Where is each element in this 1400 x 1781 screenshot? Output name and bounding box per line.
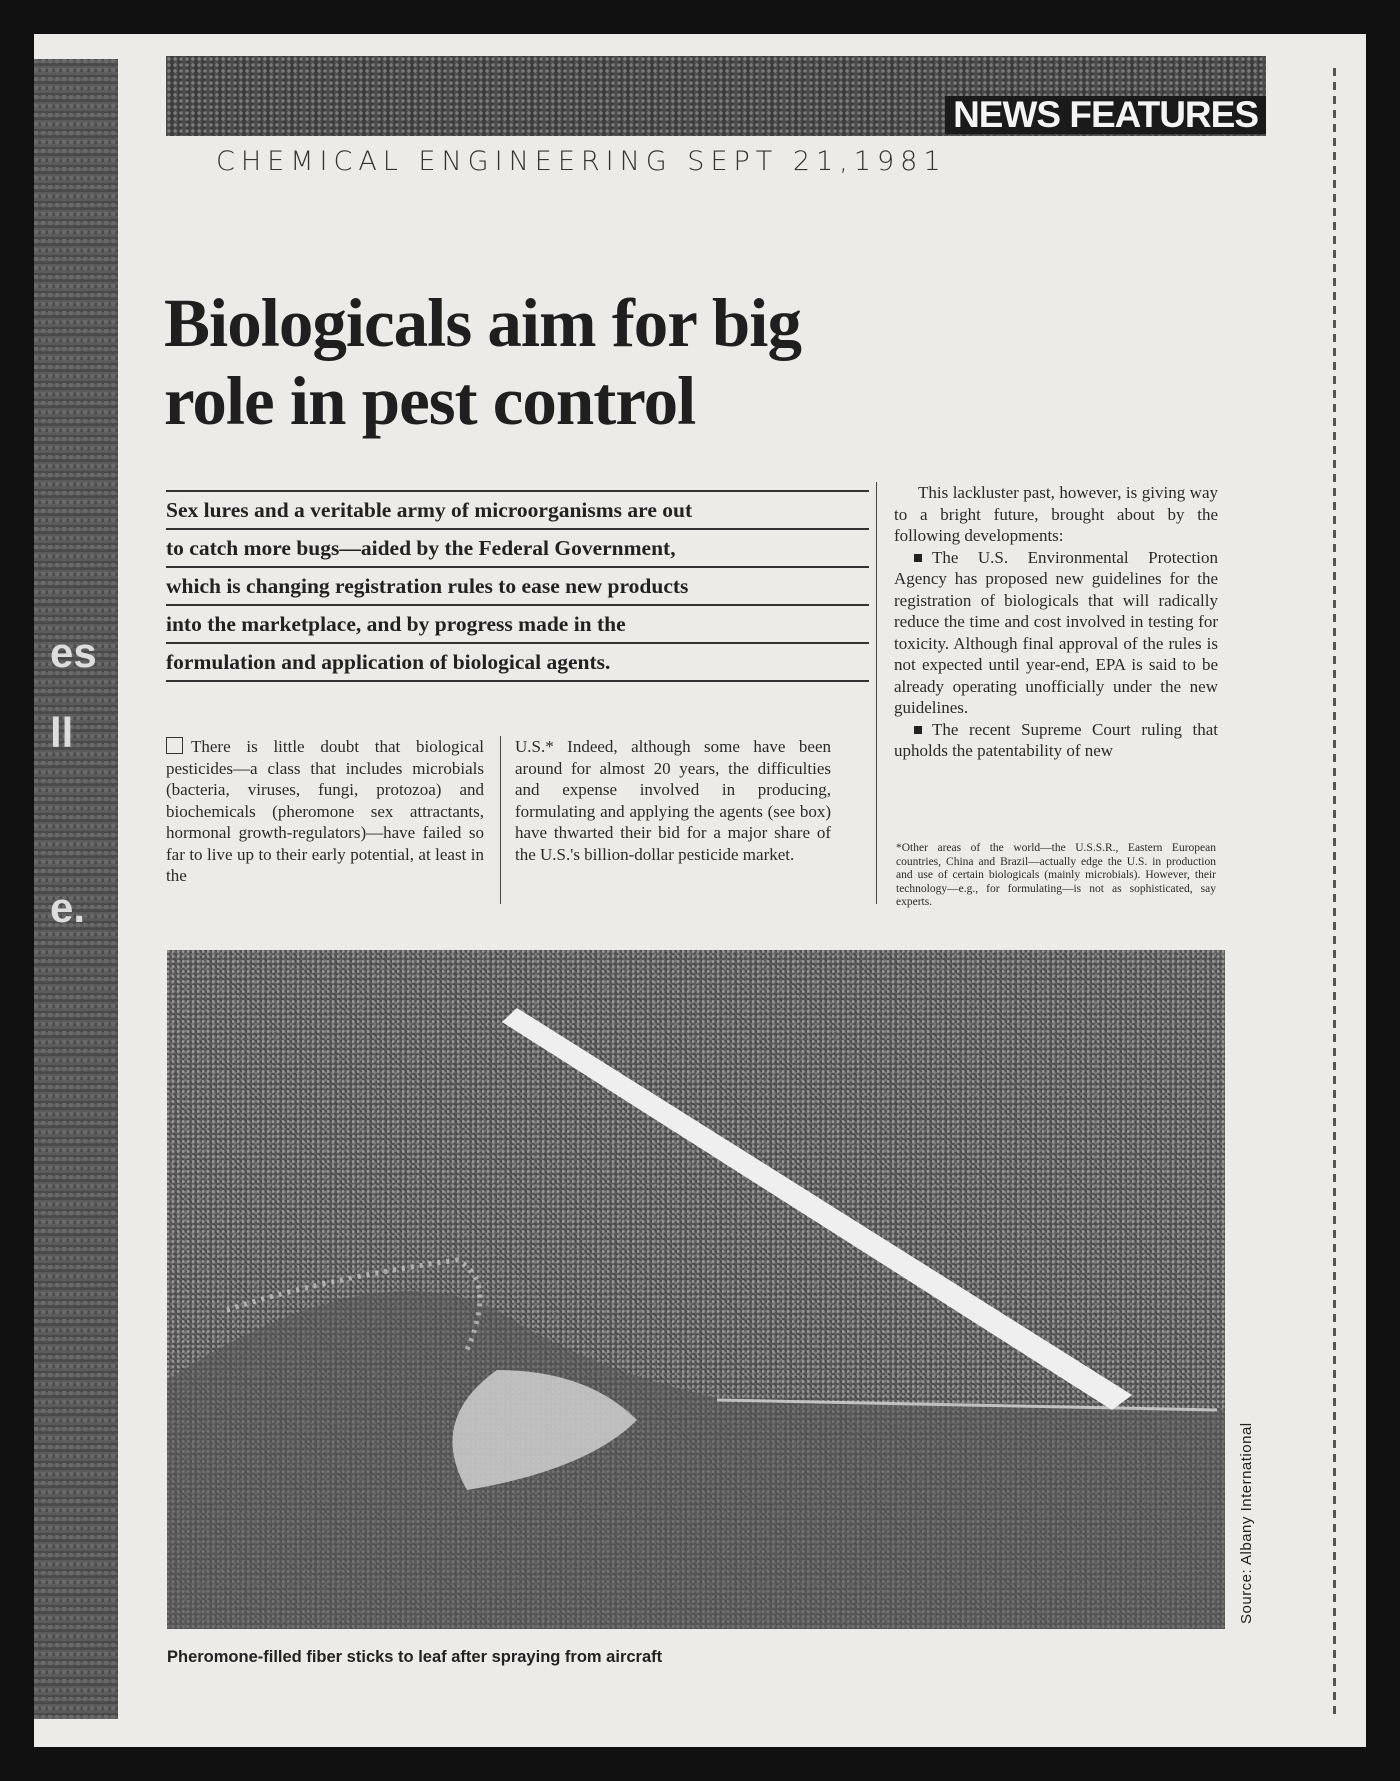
headline-line2: role in pest control [164, 363, 696, 439]
column3-intro: This lackluster past, however, is giving way to a bright future, brought about by the following developments: [894, 483, 1218, 545]
column-rule [876, 482, 877, 904]
photo-caption: Pheromone-filled fiber sticks to leaf after spraying from aircraft [167, 1648, 663, 1666]
strip-fragment: es [50, 629, 97, 676]
column3-bullet1: The U.S. Environmental Protection Agency has proposed new guidelines for the registration of biologicals that will radically reduce the time and cost involved in testing for toxicity. Although final approval of the rules is not expected until year-end, EPA is said to be already operating unofficially under the new guidelines. [894, 547, 1218, 717]
section-banner: NEWS FEATURES [945, 96, 1266, 134]
dek-line: Sex lures and a veritable army of microorganisms are out [166, 490, 869, 528]
dek [166, 490, 869, 682]
column-rule [500, 736, 501, 904]
dek-line: which is changing registration rules to ease new products [166, 566, 869, 604]
dek-line: formulation and application of biological agents. [166, 642, 869, 682]
strip-fragment: e. [50, 884, 86, 931]
dek-line: into the marketplace, and by progress made in the [166, 604, 869, 642]
adjacent-page-strip [34, 59, 118, 1719]
article-page [34, 34, 1366, 1747]
start-box-icon [166, 737, 183, 754]
bullet-icon [914, 726, 922, 734]
headline-line1: Biologicals aim for big [164, 285, 801, 361]
column3-bullet2: The recent Supreme Court ruling that upholds the patentability of new [894, 719, 1218, 760]
headline [164, 284, 864, 440]
body-column-1 [166, 736, 484, 887]
photo-illustration [167, 950, 1225, 1629]
handwritten-note: CHEMICAL ENGINEERING SEPT 21,1981 [216, 146, 947, 177]
body-column-3 [894, 482, 1218, 762]
header-bar [166, 56, 1266, 136]
column2-text: U.S.* Indeed, although some have been around for almost 20 years, the difficulties and expense involved in producing, formulating and applying the agents (see box) have thwarted their bid for a major share of the U.S.'s billion-dollar pesticide market. [515, 737, 831, 864]
column1-text: There is little doubt that biological pesticides—a class that includes microbials (bacteria, viruses, fungi, protozoa) and biochemicals (pheromone sex attractants, hormonal growth-regulators)—have failed so far to live up to their early potential, at least in the [166, 737, 484, 885]
photo-credit: Source: Albany International [1238, 1422, 1255, 1624]
bullet-icon [914, 554, 922, 562]
footnote: *Other areas of the world—the U.S.S.R., Eastern European countries, China and Brazil—actually edge the U.S. in production and use of certain biologicals (mainly microbials). However, their technology—e.g., for formulating—is not as sophisticated, say experts. [896, 842, 1216, 908]
dek-line: to catch more bugs—aided by the Federal Government, [166, 528, 869, 566]
fiber-on-leaf-photo [167, 950, 1225, 1629]
page-edge-shadow [1333, 64, 1336, 1714]
strip-fragment: ll [50, 709, 74, 756]
body-column-2 [515, 736, 831, 865]
